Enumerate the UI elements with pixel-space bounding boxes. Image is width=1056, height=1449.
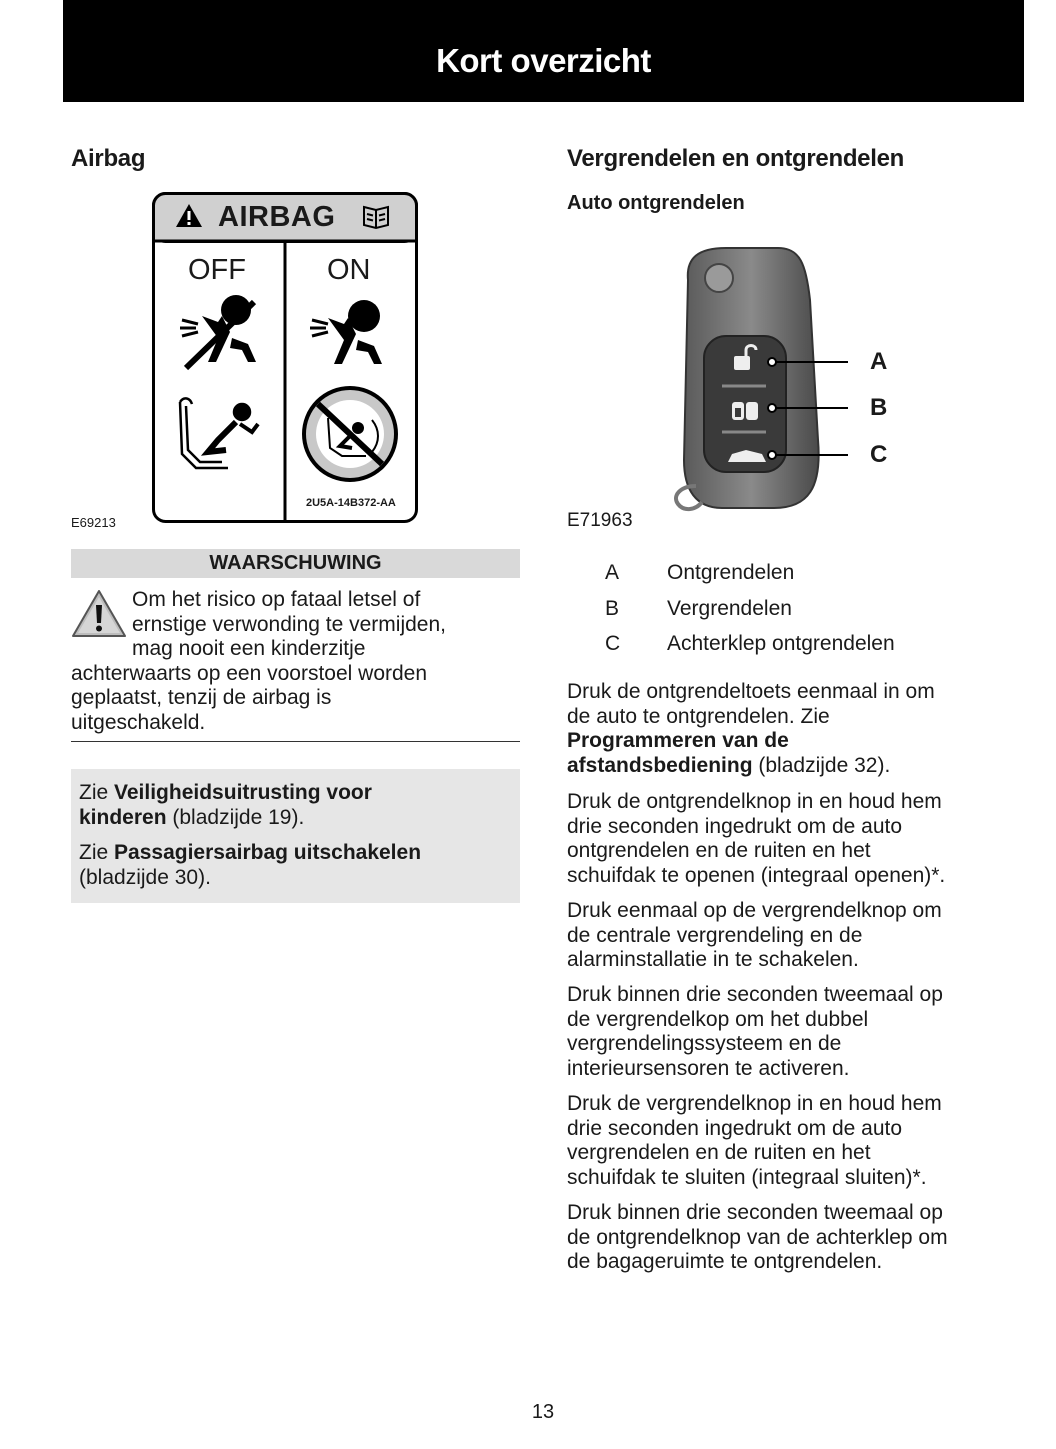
legend-value: Vergrendelen	[667, 596, 792, 620]
airbag-part-number: 2U5A-14B372-AA	[306, 497, 396, 509]
warning-line: ernstige verwonding te vermijden,	[132, 612, 446, 636]
legend-value: Ontgrendelen	[667, 561, 795, 584]
reference-child-safety	[79, 781, 515, 830]
callout-b: B	[870, 394, 888, 421]
text-line: Druk binnen drie seconden tweemaal op	[567, 1201, 943, 1224]
key-fob-figure	[666, 240, 926, 520]
text-line: Druk binnen drie seconden tweemaal op	[567, 983, 943, 1006]
text-line: de centrale vergrendeling en de	[567, 923, 863, 947]
warning-line: achterwaarts op een voorstoel worden	[71, 661, 428, 685]
locking-heading: Vergrendelen en ontgrendelen	[567, 145, 905, 172]
warning-title: WAARSCHUWING	[71, 549, 520, 578]
paragraph-double-lock	[567, 983, 1019, 1081]
airbag-off-label: OFF	[188, 254, 246, 286]
airbag-label-title: AIRBAG	[218, 201, 336, 233]
legend-row	[567, 561, 1017, 597]
legend-row	[567, 597, 1017, 633]
text-line: drie seconden ingedrukt om de auto	[567, 1116, 903, 1140]
page-number: 13	[531, 1401, 555, 1423]
text-line: de auto te ontgrendelen. Zie	[567, 704, 830, 728]
paragraph-global-close	[567, 1092, 1019, 1190]
text-line: ontgrendelen en de ruiten en het	[567, 839, 871, 862]
text-line: vergrendelen en de ruiten en het	[567, 1141, 871, 1164]
paragraph-tailgate	[567, 1201, 1019, 1275]
figure-code-e69213: E69213	[71, 515, 116, 530]
reference-page: (bladzijde 32).	[758, 753, 891, 777]
warning-line: Om het risico op fataal letsel of	[132, 588, 421, 611]
text-line: schuifdak te sluiten (integraal sluiten)*.	[567, 1165, 927, 1189]
text-line: schuifdak te openen (integraal openen)*.	[567, 863, 946, 887]
legend-value: Achterklep ontgrendelen	[667, 632, 895, 655]
text-line: Druk de ontgrendelknop in en houd hem	[567, 790, 942, 813]
text-line: Druk eenmaal op de vergrendelknop om	[567, 899, 942, 922]
airbag-on-label: ON	[327, 254, 371, 286]
figure-code-e71963: E71963	[567, 510, 633, 531]
callout-a: A	[870, 348, 888, 375]
reference-box	[71, 769, 520, 903]
reference-prefix: Zie	[79, 781, 109, 804]
page-header	[63, 0, 1024, 102]
text-line: Druk de vergrendelknop in en houd hem	[567, 1092, 942, 1115]
paragraph-lock-once	[567, 899, 1019, 973]
legend-key: A	[605, 561, 620, 584]
key-fob-legend	[567, 561, 1017, 668]
paragraph-unlock-once	[567, 680, 1019, 778]
reference-page: (bladzijde 30).	[79, 865, 211, 889]
link-child-safety-2[interactable]: kinderen	[79, 805, 167, 829]
legend-row	[567, 632, 1017, 668]
warning-line: geplaatst, tenzij de airbag is	[71, 686, 332, 709]
warning-line: mag nooit een kinderzitje	[132, 637, 366, 660]
reference-prefix: Zie	[79, 841, 109, 864]
text-line: interieursensoren te activeren.	[567, 1056, 850, 1080]
warning-divider	[71, 741, 520, 742]
airbag-label-figure	[152, 192, 418, 523]
no-rear-facing-child-seat-icon	[304, 388, 396, 480]
link-passenger-airbag[interactable]: Passagiersairbag uitschakelen	[114, 841, 422, 864]
legend-key: C	[605, 632, 621, 655]
text-line: Druk de ontgrendeltoets eenmaal in om	[567, 680, 935, 703]
text-line: de ontgrendelknop van de achterklep om	[567, 1225, 948, 1249]
airbag-label-frame	[152, 192, 418, 523]
text-line: de vergrendelkop om het dubbel	[567, 1007, 869, 1031]
text-line: vergrendelingssysteem en de	[567, 1032, 842, 1055]
text-line: alarminstallatie in te schakelen.	[567, 948, 859, 971]
link-programming-remote-2[interactable]: afstandsbediening	[567, 753, 753, 777]
paragraph-global-open	[567, 790, 1019, 888]
link-programming-remote[interactable]: Programmeren van de	[567, 729, 789, 752]
warning-line: uitgeschakeld.	[71, 710, 206, 734]
text-line: de bagageruimte te ontgrendelen.	[567, 1250, 883, 1273]
text-line: drie seconden ingedrukt om de auto	[567, 814, 903, 838]
callout-c: C	[870, 441, 888, 468]
reference-page: (bladzijde 19).	[172, 805, 305, 829]
warning-text	[71, 588, 520, 735]
airbag-heading: Airbag	[71, 145, 146, 172]
reference-passenger-airbag	[79, 841, 515, 890]
legend-key: B	[605, 596, 620, 620]
link-child-safety[interactable]: Veiligheidsuitrusting voor	[114, 781, 372, 804]
unlock-subheading: Auto ontgrendelen	[567, 192, 745, 214]
page-title: Kort overzicht	[436, 42, 651, 79]
